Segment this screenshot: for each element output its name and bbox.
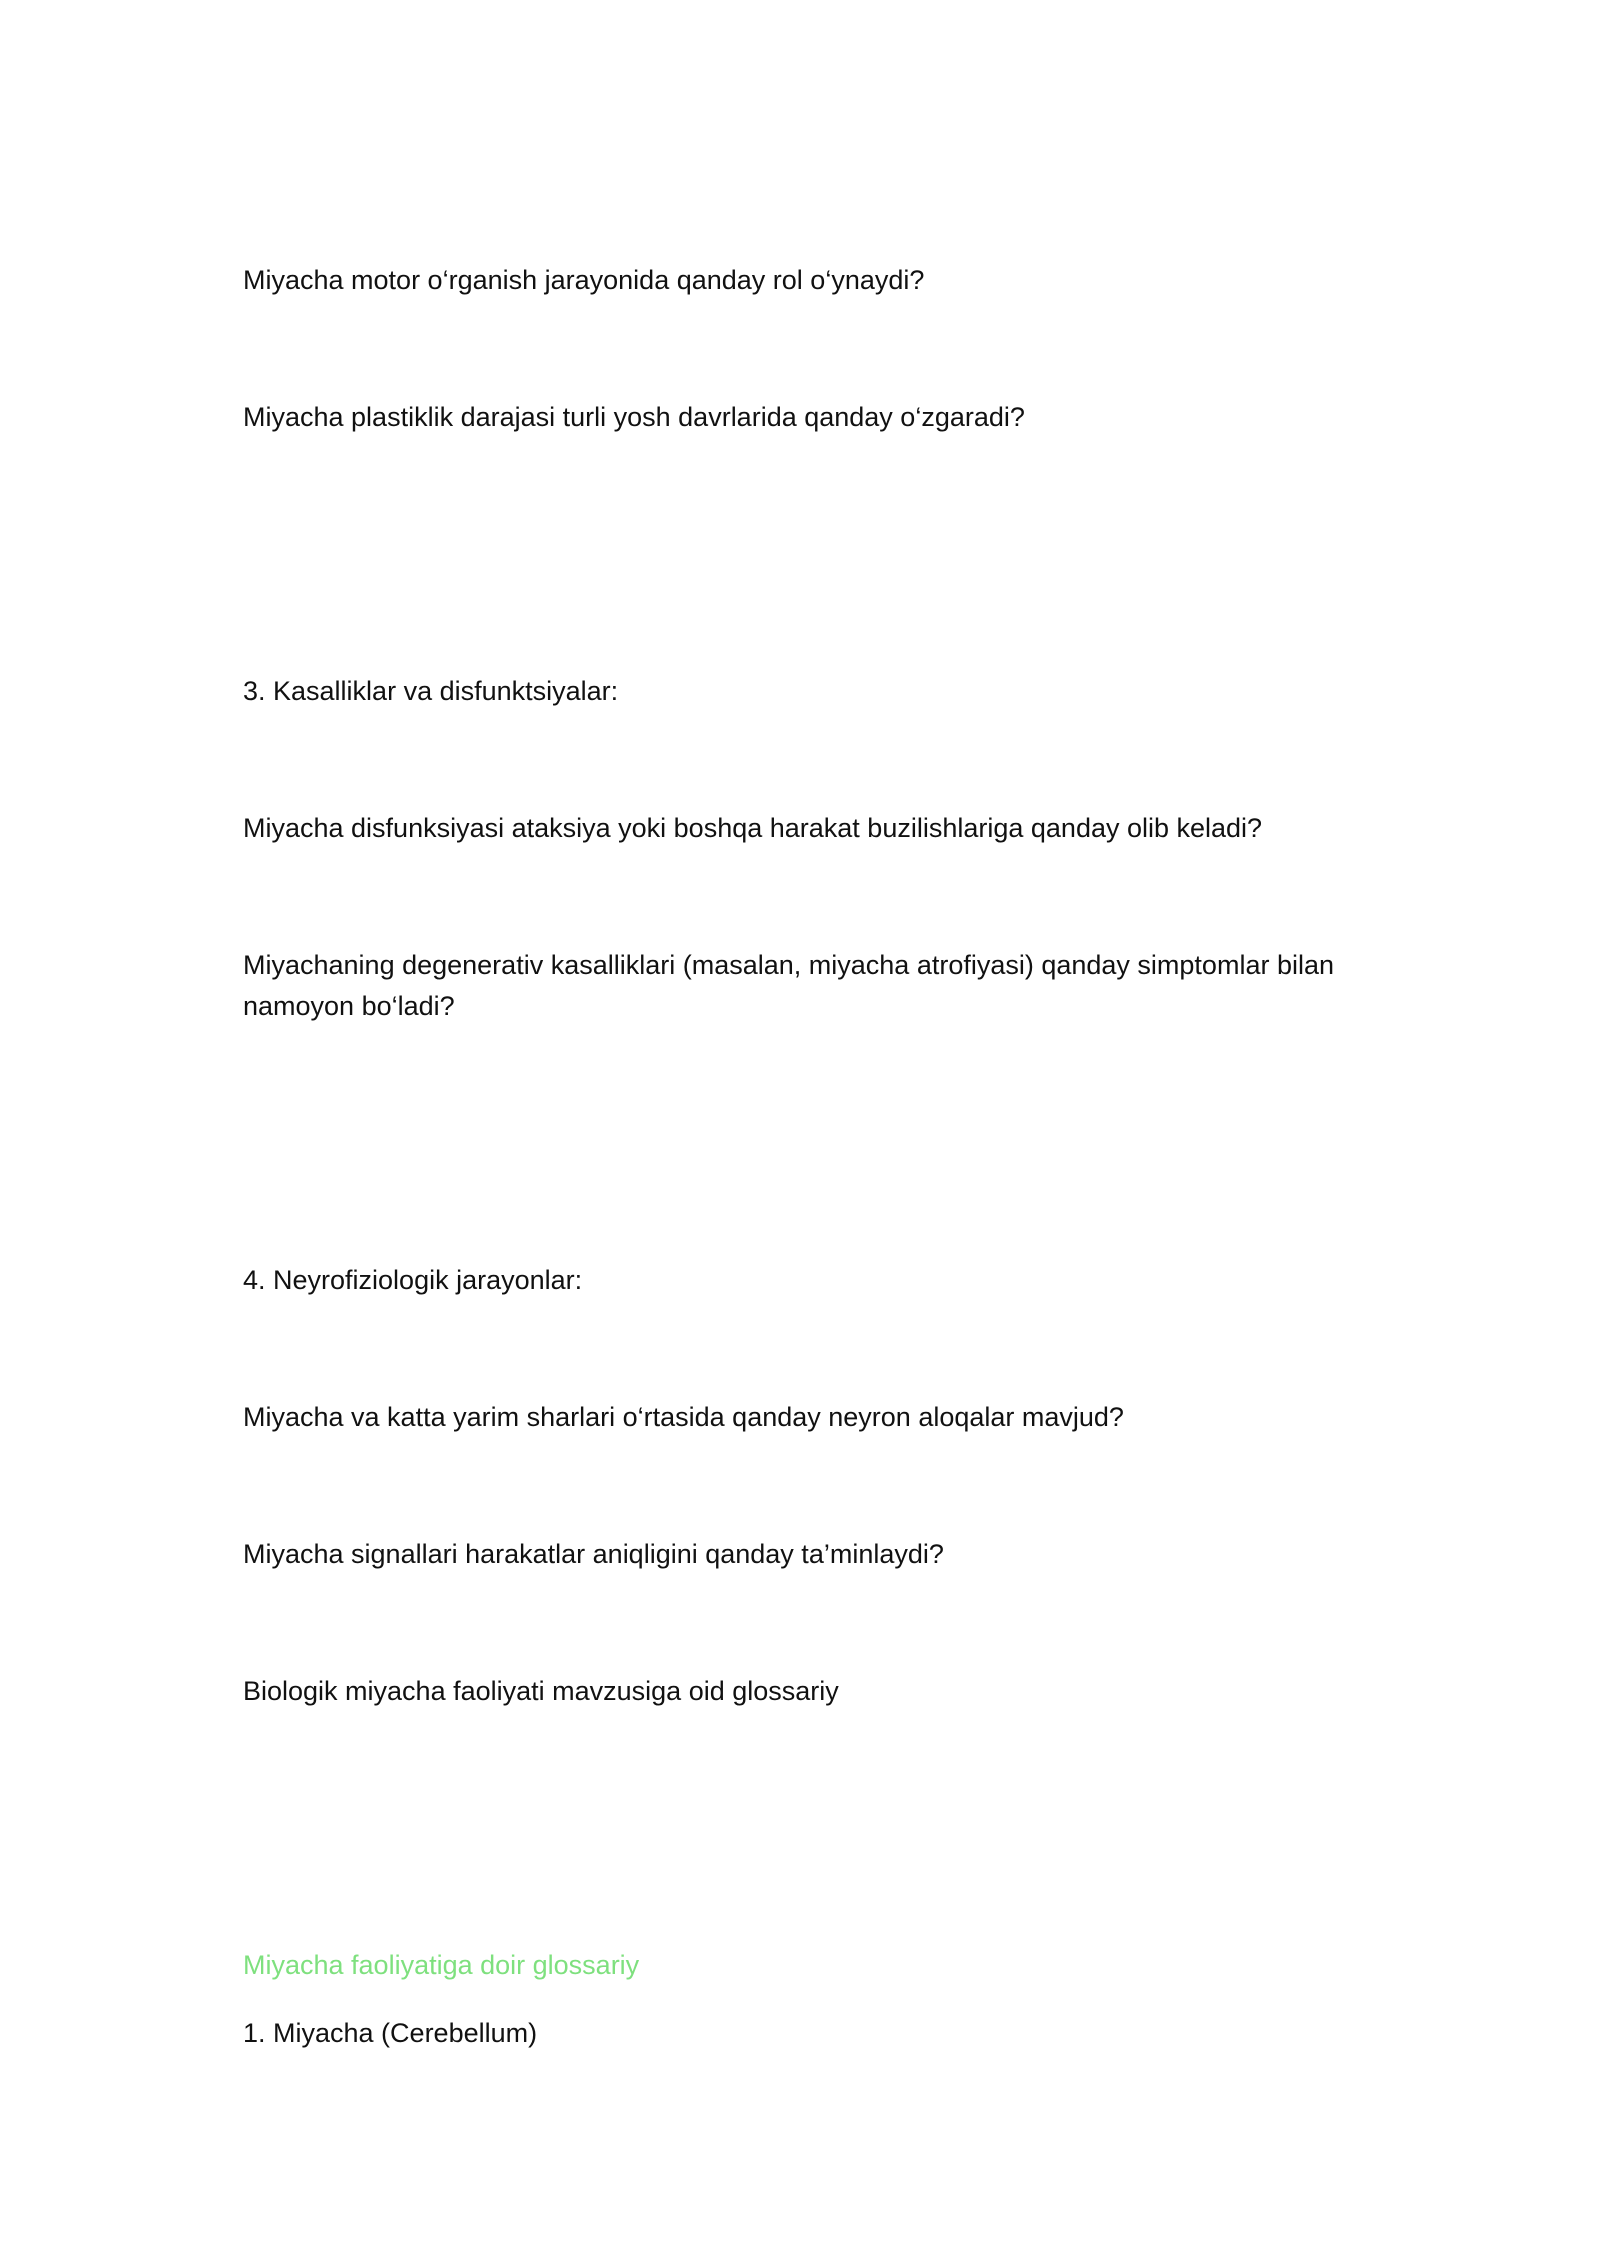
glossary-intro: Biologik miyacha faoliyati mavzusiga oid glossariy [243, 1676, 839, 1706]
glossary-heading: Miyacha faoliyatiga doir glossariy [243, 1950, 640, 1980]
question-motor-learning: Miyacha motor o‘rganish jarayonida qanday rol o‘ynaydi? [243, 265, 925, 295]
question-plasticity-age: Miyacha plastiklik darajasi turli yosh davrlarida qanday o‘zgaradi? [243, 402, 1025, 432]
question-ataxia: Miyacha disfunksiyasi ataksiya yoki boshqa harakat buzilishlariga qanday olib keladi? [243, 813, 1263, 843]
question-degenerative-diseases: Miyachaning degenerativ kasalliklari (masalan, miyacha atrofiyasi) qanday simptomlar bilan namoyon bo‘ladi? [243, 950, 1334, 1021]
question-neuron-connections: Miyacha va katta yarim sharlari o‘rtasida qanday neyron aloqalar mavjud? [243, 1402, 1124, 1432]
section-heading-neurophysiology: 4. Neyrofiziologik jarayonlar: [243, 1265, 583, 1295]
glossary-item-1: 1. Miyacha (Cerebellum) [243, 2018, 538, 2048]
question-movement-precision: Miyacha signallari harakatlar aniqligini qanday ta’minlaydi? [243, 1539, 944, 1569]
section-heading-diseases: 3. Kasalliklar va disfunktsiyalar: [243, 676, 619, 706]
